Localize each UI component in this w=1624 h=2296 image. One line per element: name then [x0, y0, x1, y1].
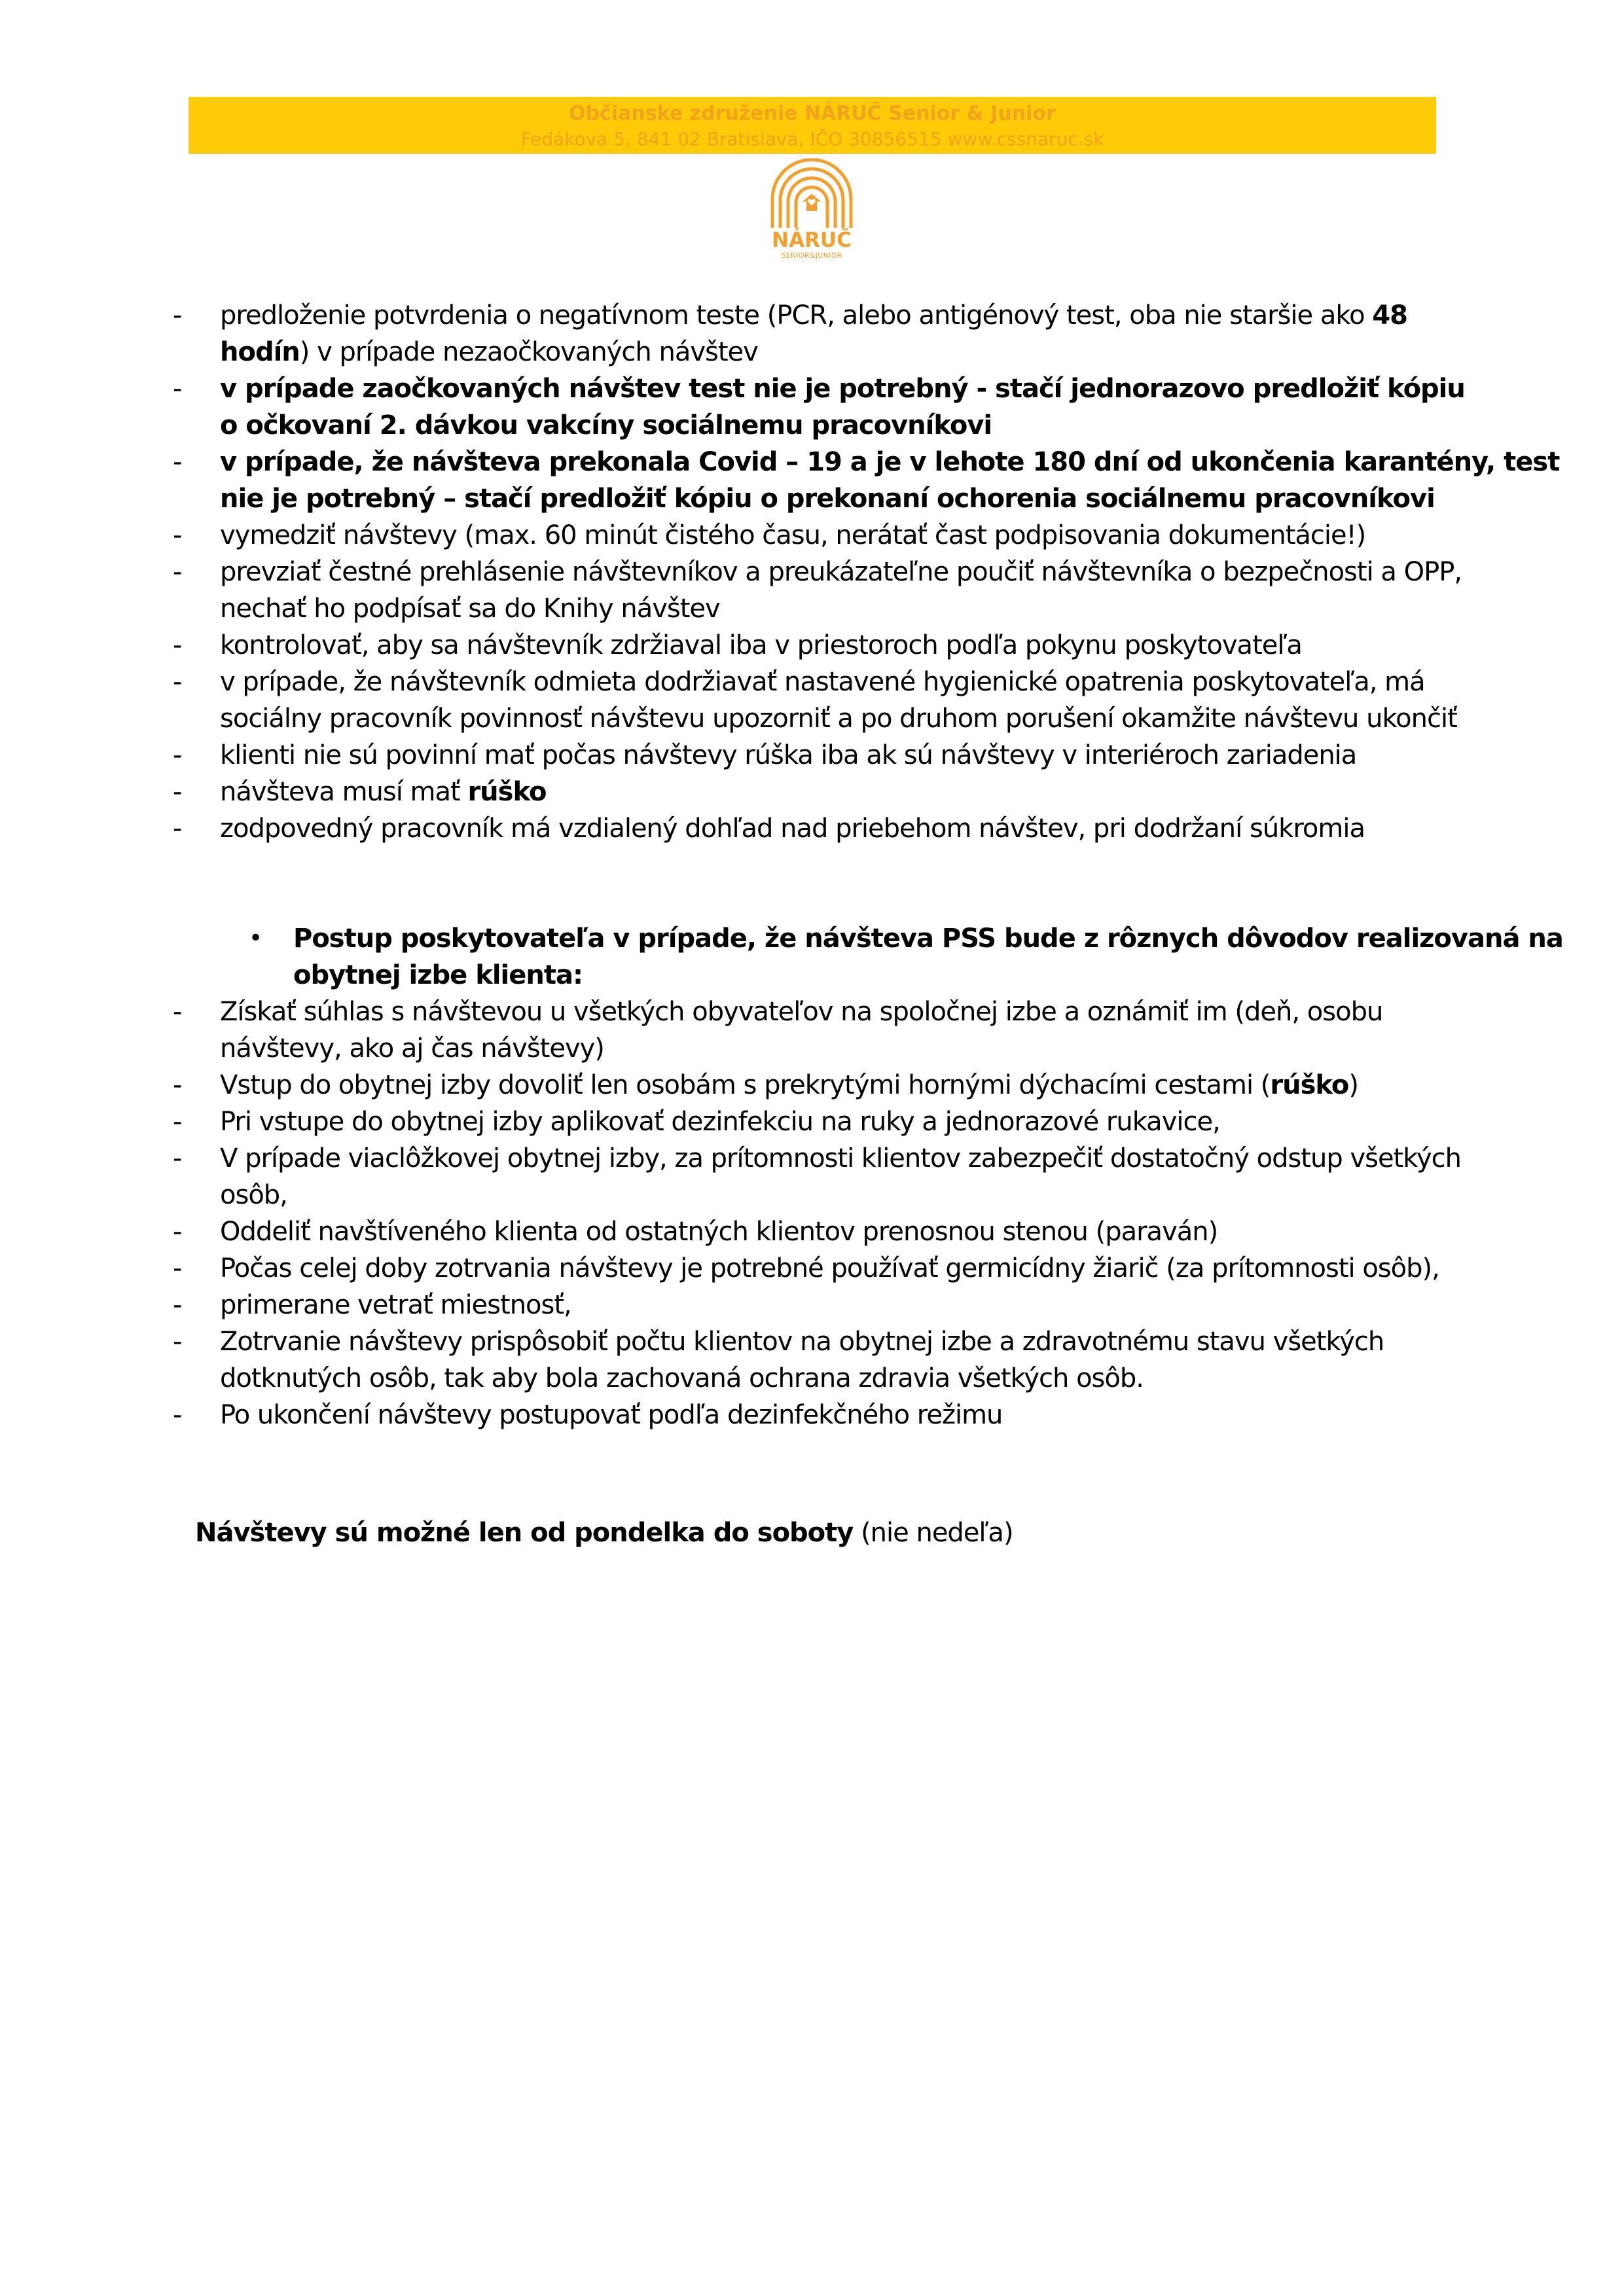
- room-visit-list-item-line: [220, 1250, 1439, 1287]
- bold-text: Návštevy sú možné len od pondelka do soboty: [195, 1518, 854, 1548]
- text-run: V prípade viaclôžkovej obytnej izby, za prítomnosti klientov zabezpečiť dostatočný odstup všetkých: [220, 1143, 1462, 1174]
- room-visit-list-item-line-continued: [220, 1030, 604, 1067]
- requirements-list-item-line-continued: [220, 700, 1457, 737]
- text-run: predloženie potvrdenia o negatívnom teste (PCR, alebo antigénový test, oba nie staršie ako: [220, 300, 1373, 331]
- room-visit-list-item-line: [220, 1140, 1461, 1177]
- bold-text: v prípade, že návšteva prekonala Covid – 19 a je v lehote 180 dní od ukončenia karantény, test: [220, 447, 1560, 477]
- text-run: kontrolovať, aby sa návštevník zdržiaval iba v priestoroch podľa pokynu poskytovateľa: [220, 630, 1302, 660]
- requirements-list-item-line: [220, 444, 1559, 480]
- text-run: sociálny pracovník povinnosť návštevu upozorniť a po druhom porušení okamžite návštevu ukončiť: [220, 704, 1457, 734]
- text-run: Počas celej doby zotrvania návštevy je potrebné používať germicídny žiarič (za prítomnosti osôb),: [220, 1253, 1439, 1283]
- room-visit-list-item-line: [220, 1287, 571, 1323]
- organization-name: Občianske združenie NÁRUČ Senior & Junior: [569, 102, 1056, 125]
- text-run: klienti nie sú povinní mať počas návštevy rúška iba ak sú návštevy v interiéroch zariadenia: [220, 740, 1357, 770]
- text-run: (nie nedeľa): [853, 1518, 1013, 1548]
- requirements-list-item-line-continued: [220, 334, 758, 370]
- requirements-list-dash: -: [173, 557, 182, 587]
- room-visit-list-item-line: [220, 1067, 1358, 1103]
- requirements-list-item-line: [220, 737, 1356, 774]
- requirements-list-item-line: [220, 297, 1407, 334]
- room-visit-list-dash: -: [173, 1143, 182, 1174]
- text-run: návšteva musí mať: [220, 777, 468, 807]
- text-run: Vstup do obytnej izby dovoliť len osobám s prekrytými hornými dýchacími cestami (: [220, 1070, 1271, 1100]
- room-visit-list-item-line: [220, 994, 1382, 1030]
- bullet-dot: •: [249, 925, 262, 952]
- room-visit-list-dash: -: [173, 1070, 182, 1100]
- bold-text: o očkovaní 2. dávkou vakcíny sociálnemu pracovníkovi: [220, 410, 992, 440]
- room-visit-list-item-line: [220, 1397, 1002, 1433]
- requirements-list-item-line: [220, 517, 1365, 554]
- text-run: osôb,: [220, 1180, 287, 1210]
- bold-text: rúško: [1270, 1070, 1349, 1100]
- text-run: návštevy, ako aj čas návštevy): [220, 1033, 604, 1064]
- text-run: Zotrvanie návštevy prispôsobiť počtu klientov na obytnej izbe a zdravotnému stavu všetkých: [220, 1327, 1384, 1357]
- room-visit-list-dash: -: [173, 1327, 182, 1357]
- text-run: ): [1348, 1070, 1359, 1100]
- requirements-list-dash: -: [173, 667, 182, 697]
- visiting-days-note: [195, 1515, 1013, 1551]
- room-visit-list-item-line: [220, 1103, 1220, 1140]
- text-run: zodpovedný pracovník má vzdialený dohľad nad priebehom návštev, pri dodržaní súkromia: [220, 814, 1365, 844]
- requirements-list-dash: -: [173, 447, 182, 477]
- bold-text: v prípade zaočkovaných návštev test nie je potrebný - stačí jednorazovo predložiť kópiu: [220, 374, 1465, 404]
- room-visit-list-item-line-continued: [220, 1177, 287, 1213]
- room-visit-list-dash: -: [173, 997, 182, 1027]
- room-visit-list-dash: -: [173, 1253, 182, 1283]
- room-visit-list-item-line: [220, 1213, 1218, 1250]
- requirements-list-dash: -: [173, 520, 182, 550]
- organization-address: Fedákova 5, 841 02 Bratislava, IČO 30856515 www.cssnaruc.sk: [520, 128, 1104, 150]
- requirements-list-item-line-continued: [220, 590, 720, 627]
- requirements-list-item-line: [220, 774, 546, 810]
- requirements-list-item-line: [220, 554, 1462, 590]
- requirements-list-item-line: [220, 664, 1425, 700]
- bold-text: 48: [1372, 300, 1407, 331]
- bold-text: nie je potrebný – stačí predložiť kópiu o prekonaní ochorenia sociálnemu pracovníkovi: [220, 484, 1435, 514]
- requirements-list-item-line-continued: [220, 480, 1435, 517]
- requirements-list-item-line-continued: [220, 407, 992, 444]
- text-run: primerane vetrať miestnosť,: [220, 1290, 571, 1320]
- text-run: Oddeliť navštíveného klienta od ostatných klientov prenosnou stenou (paraván): [220, 1217, 1218, 1247]
- room-visit-list-item-line-continued: [220, 1360, 1144, 1397]
- section-heading: Postup poskytovateľa v prípade, že návšteva PSS bude z rôznych dôvodov realizovaná na: [293, 924, 1563, 954]
- requirements-list-dash: -: [173, 630, 182, 660]
- requirements-list-item-line: [220, 810, 1365, 847]
- text-run: v prípade, že návštevník odmieta dodržiavať nastavené hygienické opatrenia poskytovateľa, má: [220, 667, 1425, 697]
- room-visit-list-item-line: [220, 1323, 1384, 1360]
- text-run: Získať súhlas s návštevou u všetkých obyvateľov na spoločnej izbe a oznámiť im (deň, osobu: [220, 997, 1383, 1027]
- text-run: vymedziť návštevy (max. 60 minút čistého času, nerátať čast podpisovania dokumentácie!): [220, 520, 1366, 550]
- bold-text: hodín: [220, 337, 300, 367]
- room-visit-list-dash: -: [173, 1107, 182, 1137]
- text-run: dotknutých osôb, tak aby bola zachovaná ochrana zdravia všetkých osôb.: [220, 1363, 1144, 1393]
- text-run: ) v prípade nezaočkovaných návštev: [299, 337, 758, 367]
- naruc-logo: [767, 158, 856, 268]
- requirements-list-dash: -: [173, 740, 182, 770]
- requirements-list-item-line: [220, 627, 1302, 664]
- requirements-list-dash: -: [173, 814, 182, 844]
- logo-name: NÁRUČ: [772, 228, 852, 252]
- room-visit-list-dash: -: [173, 1290, 182, 1320]
- requirements-list-dash: -: [173, 300, 182, 331]
- room-visit-list-dash: -: [173, 1217, 182, 1247]
- text-run: Pri vstupe do obytnej izby aplikovať dezinfekciu na ruky a jednorazové rukavice,: [220, 1107, 1220, 1137]
- text-run: Po ukončení návštevy postupovať podľa dezinfekčného režimu: [220, 1400, 1003, 1430]
- requirements-list-item-line: [220, 370, 1465, 407]
- letterhead-band: [189, 97, 1436, 154]
- requirements-list-dash: -: [173, 777, 182, 807]
- arches-icon: [767, 158, 856, 229]
- bold-text: rúško: [467, 777, 547, 807]
- requirements-list-dash: -: [173, 374, 182, 404]
- section-heading-continued: obytnej izbe klienta:: [293, 960, 583, 990]
- logo-subtitle: SENIOR&JUNIOR: [781, 251, 842, 260]
- room-visit-list-dash: -: [173, 1400, 182, 1430]
- text-run: nechať ho podpísať sa do Knihy návštev: [220, 594, 720, 624]
- text-run: prevziať čestné prehlásenie návštevníkov a preukázateľne poučiť návštevníka o bezpečnosti a OPP,: [220, 557, 1462, 587]
